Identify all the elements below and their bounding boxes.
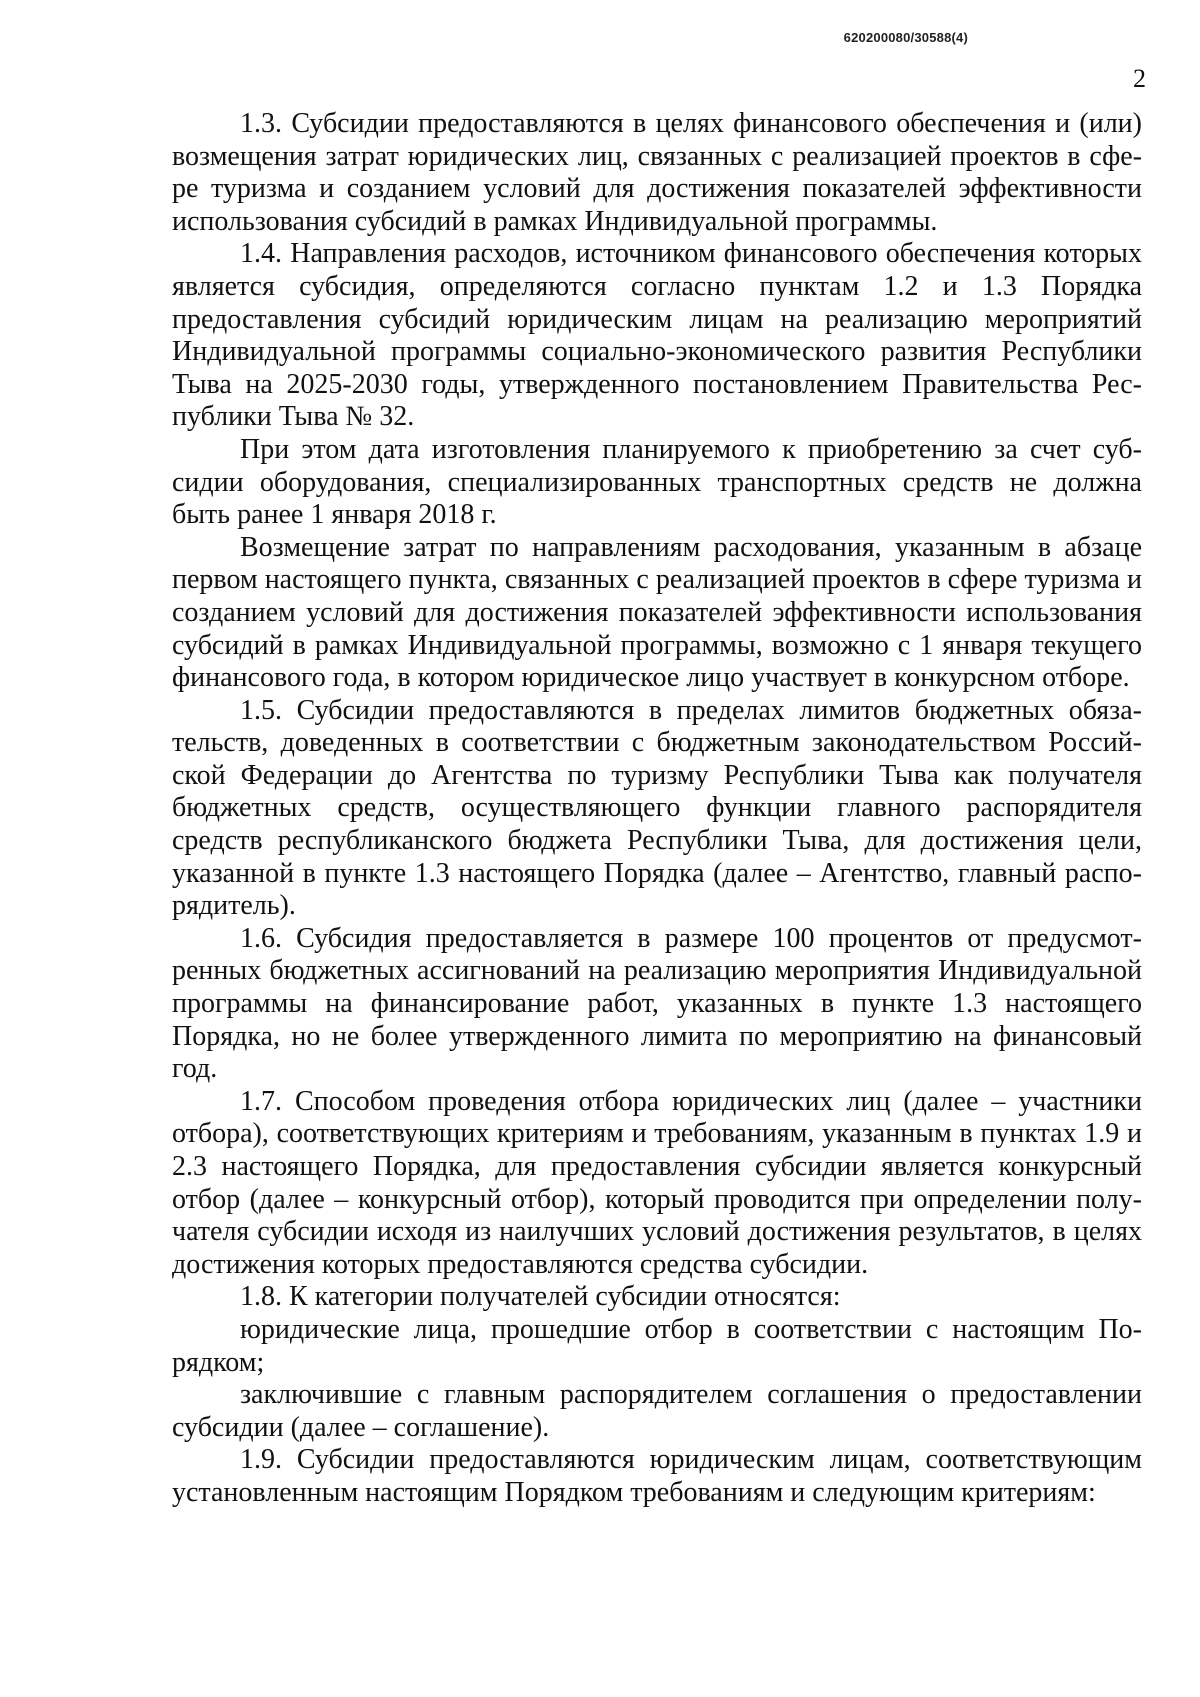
paragraph-1-8: 1.8. К категории получателей субсидии относятся:: [240, 1281, 841, 1313]
paragraph-1-9: 1.9. Субсидии предоставляются юридическим лицам, соответствующим установленным настоящим Порядком требованиям и следующим критериям:: [172, 1444, 1142, 1508]
document-body: [172, 108, 1142, 1510]
paragraph-recipients-agreement: заключившие с главным распорядителем соглашения о предоставлении субсидии (далее – соглашение).: [172, 1379, 1142, 1443]
paragraph-1-7: 1.7. Способом проведения отбора юридических лиц (далее – участники отбора), соответствующих критериям и требованиям, указанным в пунктах 1.9 и 2.3 настоящего Порядка, для предоставления субсидии является конкурсный отбор (далее – конкурсный отбор), который проводится при определении получателя субсидии исходя из наилучших условий достижения результатов, в целях достижения которых предоставляются средства субсидии.: [172, 1085, 1142, 1280]
paragraph-cost-reimbursement: Возмещение затрат по направлениям расходования, указанным в абзаце первом настоящего пункта, связанных с реализацией проектов в сфере туризма и созданием условий для достижения показателей эффективности использования субсидий в рамках Индивидуальной программы, возможно с 1 января текущего финансового года, в котором юридическое лицо участвует в конкурсном отборе.: [172, 531, 1142, 694]
paragraph-1-6: 1.6. Субсидия предоставляется в размере 100 процентов от предусмотренных бюджетных ассигнований на реализацию мероприятия Индивидуальной программы на финансирование работ, указанных в пункте 1.3 настоящего Порядка, но не более утвержденного лимита по мероприятию на финансовый год.: [172, 922, 1142, 1085]
paragraph-equipment-date: При этом дата изготовления планируемого к приобретению за счет субсидии оборудования, специализированных транспортных средств не должна быть ранее 1 января 2018 г.: [172, 433, 1142, 531]
paragraph-recipients-legal-entities: юридические лица, прошедшие отбор в соответствии с настоящим Порядком;: [172, 1313, 1142, 1378]
paragraph-1-4: 1.4. Направления расходов, источником финансового обеспечения которых является субсидия, определяются согласно пунктам 1.2 и 1.3 Порядка предоставления субсидий юридическим лицам на реализацию мероприятий Индивидуальной программы социально-экономического развития Республики Тыва на 2025-2030 годы, утвержденного постановлением Правительства Республики Тыва № 32.: [172, 238, 1142, 433]
paragraph-1-3: 1.3. Субсидии предоставляются в целях финансового обеспечения и (или) возмещения затрат юридических лиц, связанных с реализацией проектов в сфере туризма и созданием условий для достижения показателей эффективности использования субсидий в рамках Индивидуальной программы.: [172, 108, 1142, 237]
page-number: 2: [1133, 64, 1146, 93]
document-id: 620200080/30588(4): [843, 30, 968, 45]
paragraph-1-5: 1.5. Субсидии предоставляются в пределах лимитов бюджетных обязательств, доведенных в соответствии с бюджетным законодательством Российской Федерации до Агентства по туризму Республики Тыва как получателя бюджетных средств, осуществляющего функции главного распорядителя средств республиканского бюджета Республики Тыва, для достижения цели, указанной в пункте 1.3 настоящего Порядка (далее – Агентство, главный распорядитель).: [172, 694, 1142, 922]
